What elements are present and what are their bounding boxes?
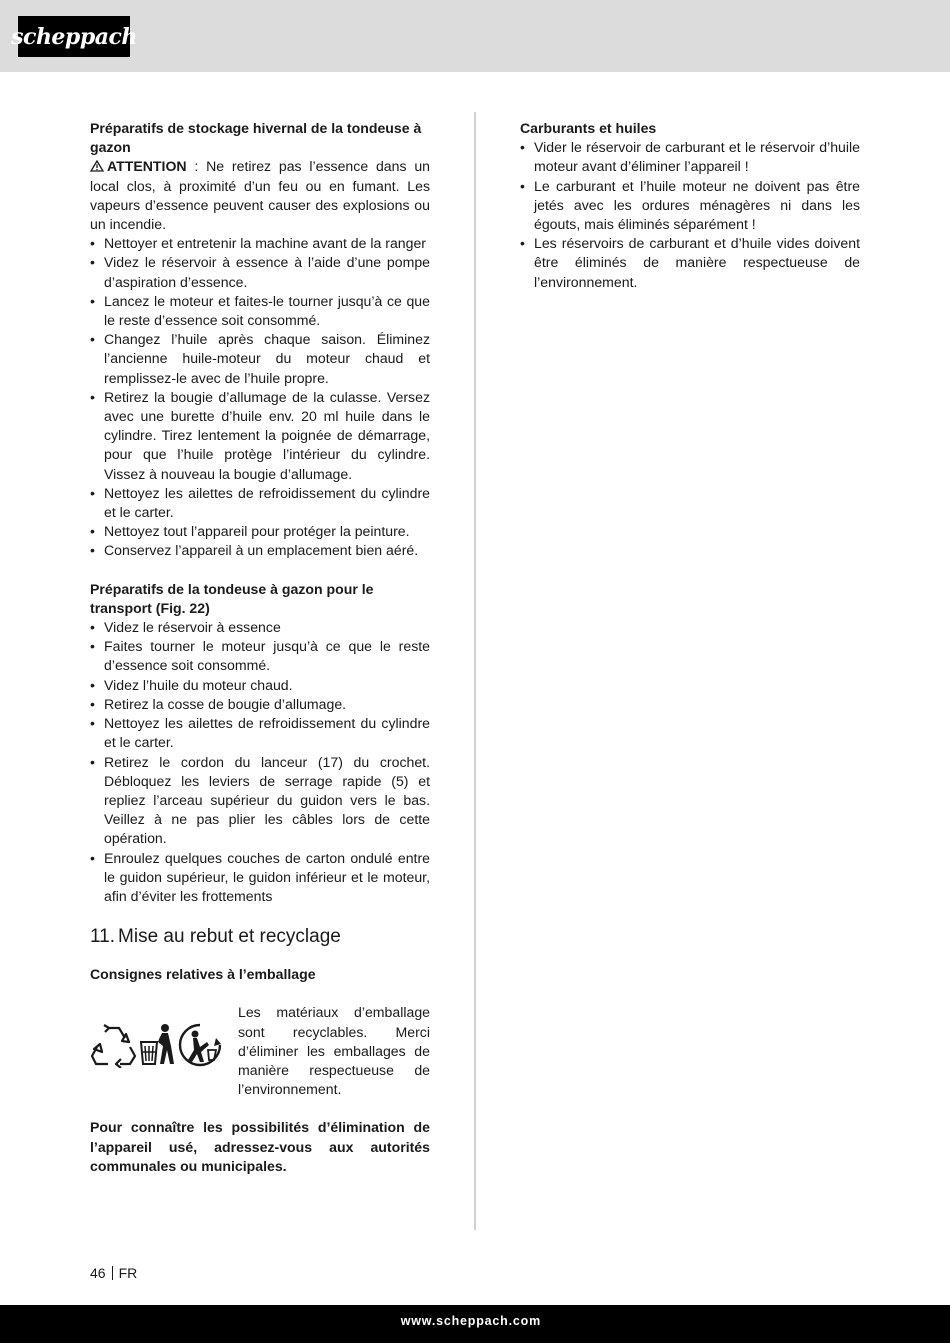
transport-title: Préparatifs de la tondeuse à gazon pour le transport (Fig. 22) <box>90 580 374 616</box>
header-bar <box>0 0 950 72</box>
section-title: Mise au rebut et recyclage <box>118 926 341 948</box>
page-number-value: 46 <box>90 1265 106 1281</box>
attention-label: ATTENTION <box>107 158 187 175</box>
attention-text: : Ne retirez pas l’essence dans un local clos, à proximité d’un feu ou en fumant. Les vapeurs d’essence peuvent causer des explosions ou un incendie. <box>90 158 430 233</box>
warning-triangle-icon <box>90 160 104 172</box>
list-item: • Faites tourner le moteur jusqu’à ce que le reste d’essence soit consommé. <box>90 637 430 675</box>
recycle-icon <box>90 1022 138 1068</box>
list-item: • Nettoyez les ailettes de refroidissement du cylindre et le carter. <box>90 484 430 522</box>
disposal-icons <box>90 1015 238 1075</box>
brand-logo: scheppach <box>18 16 130 57</box>
left-column <box>90 119 430 1176</box>
list-item: • Retirez la bougie d’allumage de la culasse. Versez avec une burette d’huile env. 20 ml huile dans le cylindre. Tirez lentement la poignée de démarrage, pour que l’huile protège l’intérieur du cylindre. Vissez à nouveau la bougie d’allumage. <box>90 388 430 484</box>
list-item: • Nettoyez tout l’appareil pour protéger la peinture. <box>90 522 430 541</box>
list-item: • Conservez l’appareil à un emplacement bien aéré. <box>90 541 430 560</box>
list-item: • Retirez la cosse de bougie d’allumage. <box>90 695 430 714</box>
transport-list <box>90 618 430 906</box>
trash-bin-icon <box>138 1022 176 1068</box>
list-item: • Lancez le moteur et faites-le tourner jusqu’à ce que le reste d’essence soit consommé. <box>90 292 430 330</box>
page-number <box>90 1264 137 1282</box>
page-separator <box>112 1266 113 1280</box>
list-item: • Retirez le cordon du lanceur (17) du crochet. Débloquez les leviers de serrage rapide (5) et repliez l’arceau supérieur du guidon vers le bas. Veillez à ne pas plier les câbles lors de cette opération. <box>90 753 430 849</box>
column-divider <box>474 112 476 1230</box>
packaging-title: Consignes relatives à l’emballage <box>90 966 316 983</box>
list-item: • Nettoyer et entretenir la machine avant de la ranger <box>90 234 430 253</box>
section-number: 11. <box>90 926 116 948</box>
right-column <box>520 119 860 292</box>
list-item: • Videz le réservoir à essence <box>90 618 430 637</box>
fuel-list <box>520 138 860 292</box>
packaging-block <box>90 1003 430 1099</box>
winter-storage-title: Préparatifs de stockage hivernal de la tondeuse à gazon <box>90 120 422 156</box>
section-heading <box>90 925 430 949</box>
disposal-note: Pour connaître les possibilités d’élimination de l’appareil usé, adressez-vous aux autorités communales ou municipales. <box>90 1119 430 1174</box>
list-item: • Changez l’huile après chaque saison. Éliminez l’ancienne huile-moteur du moteur chaud et remplissez-le avec de l’huile propre. <box>90 330 430 388</box>
attention-paragraph <box>90 157 430 234</box>
list-item: • Les réservoirs de carburant et d’huile vides doivent être éliminés de manière respectueuse de l’environnement. <box>520 234 860 292</box>
website-link[interactable]: www.scheppach.com <box>400 1314 541 1328</box>
green-dot-icon <box>176 1022 224 1068</box>
page-language: FR <box>118 1265 138 1281</box>
list-item: • Videz le réservoir à essence à l’aide d’une pompe d’aspiration d’essence. <box>90 253 430 291</box>
list-item: • Enroulez quelques couches de carton ondulé entre le guidon supérieur, le guidon inférieur et le moteur, afin d’éviter les frottements <box>90 849 430 907</box>
list-item: • Videz l’huile du moteur chaud. <box>90 676 430 695</box>
list-item: • Nettoyez les ailettes de refroidissement du cylindre et le carter. <box>90 714 430 752</box>
fuel-title: Carburants et huiles <box>520 120 657 136</box>
list-item: • Vider le réservoir de carburant et le réservoir d’huile moteur avant d’éliminer l’appareil ! <box>520 138 860 176</box>
list-item: • Le carburant et l’huile moteur ne doivent pas être jetés avec les ordures ménagères ni dans les égouts, mais éliminés séparément ! <box>520 177 860 235</box>
winter-storage-list <box>90 234 430 560</box>
packaging-text: Les matériaux d’emballage sont recyclables. Merci d’éliminer les emballages de manière respectueuse de l’environnement. <box>238 1004 430 1098</box>
